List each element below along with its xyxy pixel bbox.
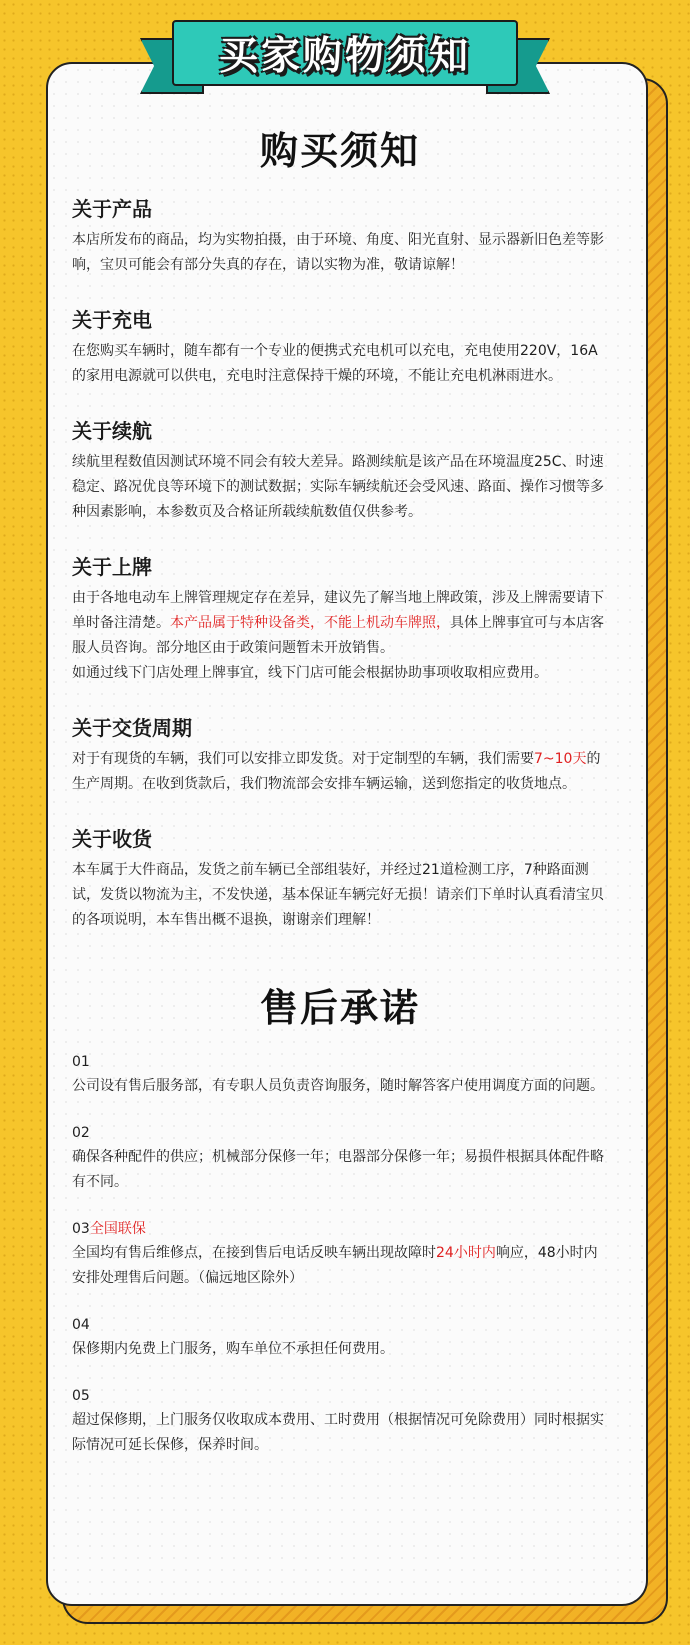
item-text: 续航里程数值因测试环境不同会有较大差异。路测续航是该产品在环境温度25C、时速稳定、路况优良等环境下的测试数据；实际车辆续航还会受风速、路面、操作习惯等多种因素影响，本参数页及合格证所载续航数值仅供参考。: [72, 454, 604, 520]
promise-text: 超过保修期，上门服务仅收取成本费用、工时费用（根据情况可免除费用）同时根据实际情况可延长保修，保养时间。: [72, 1412, 604, 1453]
promise-number: 01: [72, 1054, 90, 1070]
promise-number: 05: [72, 1388, 90, 1404]
promise-item: [72, 1121, 608, 1195]
item-heading: 关于产品: [72, 197, 152, 221]
item-text: 本车属于大件商品，发货之前车辆已全部组装好，并经过21道检测工序，7种路面测试，发货以物流为主，不发快递，基本保证车辆完好无损！请亲们下单时认真看清宝贝的各项说明，本车售出概不退换，谢谢亲们理解！: [72, 862, 604, 928]
item-text-part: 由于各地电动车上牌管理规定存在差异，建议先了解当地上牌政策，涉及上牌需要请下单时备注清楚。: [72, 590, 604, 631]
promise-item: [72, 1313, 608, 1362]
title-banner: [140, 14, 550, 94]
promise-item: [72, 1217, 608, 1291]
promise-tag: 全国联保: [89, 1221, 146, 1237]
item-text: 在您购买车辆时，随车都有一个专业的便携式充电机可以充电，充电使用220V，16A的家用电源就可以供电，充电时注意保持干燥的环境，不能让充电机淋雨进水。: [72, 343, 598, 384]
promise-text: 确保各种配件的供应；机械部分保修一年；电器部分保修一年；易损件根据具体配件略有不同。: [72, 1149, 604, 1190]
after-sales-title: 售后承诺: [259, 986, 420, 1030]
banner-title: 买家购物须知: [218, 34, 471, 79]
highlight-text: 本产品属于特种设备类，不能上机动车牌照，: [170, 615, 450, 631]
promise-text-part: 响应，48小时内安排处理售后问题。（偏远地区除外）: [72, 1245, 598, 1286]
item-text: 本店所发布的商品，均为实物拍摄，由于环境、角度、阳光直射、显示器新旧色差等影响，宝贝可能会有部分失真的存在，请以实物为准，敬请谅解！: [72, 232, 604, 273]
item-heading: 关于收货: [72, 827, 152, 851]
highlight-text: 7~10天: [534, 751, 587, 767]
promise-item: [72, 1384, 608, 1458]
item-license: [72, 551, 608, 686]
promise-number: 04: [72, 1317, 90, 1333]
promise-text-part: 全国均有售后维修点，在接到售后电话反映车辆出现故障时: [72, 1245, 436, 1261]
promise-number: 03: [72, 1221, 90, 1237]
banner-panel: [172, 20, 518, 86]
item-text-part: 具体上牌事宜可与本店客服人员咨询。部分地区由于政策问题暂未开放销售。: [72, 615, 604, 656]
item-product: [72, 193, 608, 278]
promise-number-row: [72, 1217, 608, 1241]
purchase-title: 购买须知: [259, 129, 420, 173]
item-heading: 关于交货周期: [72, 716, 192, 740]
item-delivery: [72, 712, 608, 797]
item-text: 如通过线下门店处理上牌事宜，线下门店可能会根据协助事项收取相应费用。: [72, 665, 548, 681]
highlight-text: 24小时内: [436, 1245, 496, 1261]
item-text: [72, 747, 608, 797]
promise-text: 保修期内免费上门服务，购车单位不承担任何费用。: [72, 1341, 394, 1357]
item-text: [72, 586, 608, 661]
promise-item: [72, 1050, 608, 1099]
item-heading: 关于上牌: [72, 555, 152, 579]
item-charging: [72, 304, 608, 389]
promise-number: 02: [72, 1125, 90, 1141]
item-heading: 关于续航: [72, 419, 152, 443]
item-text-part: 的生产周期。在收到货款后，我们物流部会安排车辆运输，送到您指定的收货地点。: [72, 751, 601, 792]
item-range: [72, 415, 608, 525]
item-heading: 关于充电: [72, 308, 152, 332]
promise-text: [72, 1241, 608, 1291]
item-text-part: 对于有现货的车辆，我们可以安排立即发货。对于定制型的车辆，我们需要: [72, 751, 534, 767]
promise-text: 公司设有售后服务部，有专职人员负责咨询服务，随时解答客户使用调度方面的问题。: [72, 1078, 604, 1094]
content: [72, 112, 608, 1480]
item-receiving: [72, 823, 608, 933]
